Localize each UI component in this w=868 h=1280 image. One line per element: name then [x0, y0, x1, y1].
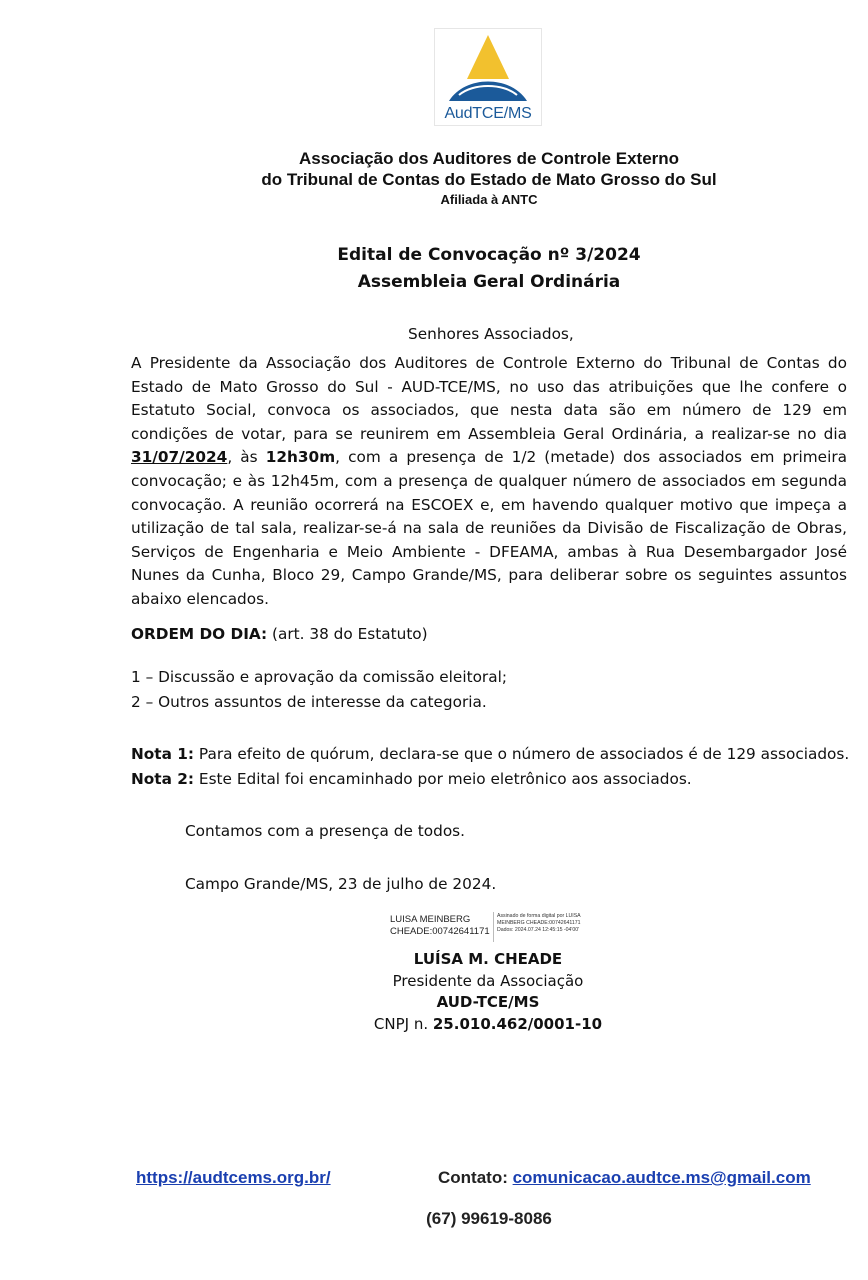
meeting-time: 12h30m [265, 448, 336, 467]
place-date: Campo Grande/MS, 23 de julho de 2024. [185, 875, 497, 893]
website-link[interactable]: https://audtcems.org.br/ [136, 1168, 331, 1187]
logo-triangle-icon [435, 29, 541, 107]
affiliation: Afiliada à ANTC [440, 192, 538, 207]
signer-role: Presidente da Associação [392, 972, 584, 990]
signature-divider [493, 912, 494, 942]
org-name-line1: Associação dos Auditores de Controle Externo [298, 149, 680, 168]
assembly-title: Assembleia Geral Ordinária [357, 272, 621, 292]
org-name-line2: do Tribunal de Contas do Estado de Mato Grosso do Sul [261, 170, 717, 189]
signer-org: AUD-TCE/MS [436, 993, 540, 1011]
phone-number: (67) 99619-8086 [426, 1209, 552, 1228]
note-2: Nota 2: Este Edital foi encaminhado por meio eletrônico aos associados. [131, 770, 692, 788]
meeting-date: 31/07/2024 [131, 448, 228, 467]
convocation-paragraph: A Presidente da Associação dos Auditores de Controle Externo do Tribunal de Contas do Estado de Mato Grosso do Sul - AUD-TCE/MS, no uso das atribuições que lhe confere o Estatuto Social, convoca os associados, que nesta data são em número de 129 em condições de votar, para se reunirem em Assembleia Geral Ordinária, a realizar-se no dia 31/07/2024, às 12h30m, com a presença de 1/2 (metade) dos associados em primeira convocação; e às 12h45m, com a presença de qualquer número de associados em segunda convocação. A reunião ocorrerá na ESCOEX e, em havendo qualquer motivo que impeça a utilização de tal sala, realizar-se-á na sala de reuniões da Divisão de Fiscalização de Obras, Serviços de Engenharia e Meio Ambiente - DFEAMA, ambas à Rua Desembargador José Nunes da Cunha, Bloco 29, Campo Grande/MS, para deliberar sobre os seguintes assuntos abaixo elencados. [131, 354, 847, 608]
email-link[interactable]: comunicacao.audtce.ms@gmail.com [512, 1168, 811, 1187]
contact: Contato: comunicacao.audtce.ms@gmail.com [438, 1168, 811, 1187]
cnpj: CNPJ n. 25.010.462/0001-10 [373, 1015, 603, 1033]
agenda-item-1: 1 – Discussão e aprovação da comissão eleitoral; [131, 668, 507, 686]
note-1: Nota 1: Para efeito de quórum, declara-se que o número de associados é de 129 associados. [131, 745, 850, 763]
greeting: Senhores Associados, [408, 325, 574, 343]
logo-text: AudTCE/MS [444, 105, 532, 122]
closing-line: Contamos com a presença de todos. [185, 822, 466, 840]
association-logo [434, 28, 542, 126]
ordem-do-dia: ORDEM DO DIA: (art. 38 do Estatuto) [131, 625, 428, 643]
digital-signature-name: LUISA MEINBERG CHEADE:00742641171 [390, 914, 490, 937]
agenda-item-2: 2 – Outros assuntos de interesse da categoria. [131, 693, 487, 711]
digital-signature-metadata: Assinado de forma digital por LUISA MEINBERG CHEADE:00742641171 Dados: 2024.07.24 12:45:15 -04'00' [497, 913, 581, 933]
signer-name: LUÍSA M. CHEADE [413, 950, 563, 968]
edital-title: Edital de Convocação nº 3/2024 [337, 245, 641, 265]
